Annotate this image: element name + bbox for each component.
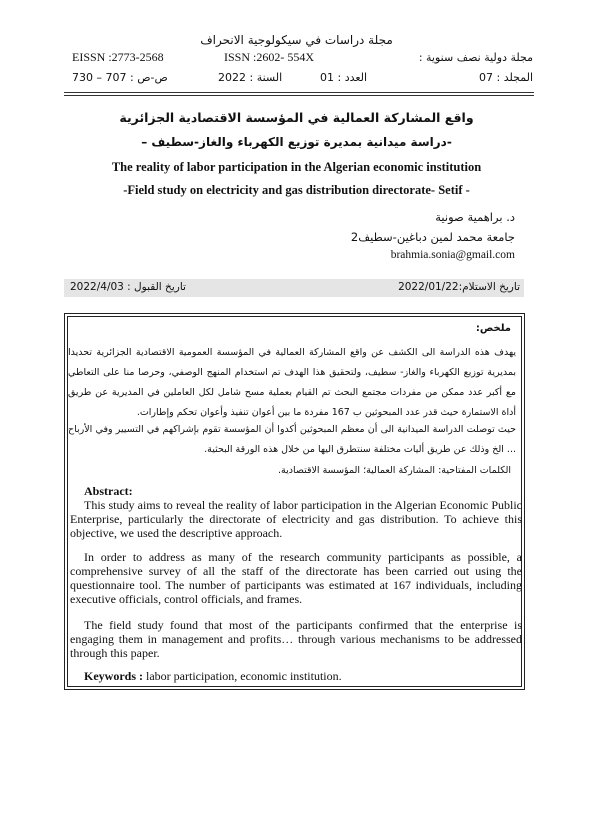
year: السنة : 2022 [218,71,283,84]
title-arabic: واقع المشاركة العمالية في المؤسسة الاقتصادية الجزائرية [119,110,474,125]
dates-bar [64,279,524,297]
title-english: The reality of labor participation in the Algerian economic institution [111,160,482,174]
abstract-arabic-paragraph-2: حيث توصلت الدراسة الميدانية الى أن معظم المبحوثين أكدوا أن المؤسسة تقوم بإشراكهم في التسيير وفي الأرباح ... الخ وذلك عن طريق أليات مختلفة سنتطرق اليها من خلال هذه الورقة البحثية. [68,424,516,455]
abstract-english-keywords [84,669,342,684]
eissn: EISSN :2773-2568 [72,50,164,64]
received-date: تاريخ الاستلام:2022/01/22 [398,281,520,293]
author-name: د. براهمية صونية [435,210,515,224]
author-affiliation: جامعة محمد لمين دباغين-سطيف2 [350,230,515,244]
subtitle-arabic: -دراسة ميدانية بمديرة توزيع الكهرباء والغاز-سطيف – [141,135,452,149]
abstract-english-paragraph-2: In order to address as many of the research community participants as possible, a comprehensive survey of all the staff of the directorate has been carried out using the questionnaire tool. The number of participants was estimated at 167 individuals, including executive officials, control officials, and frames. [70,550,522,606]
volume: المجلد : 07 [479,71,533,84]
keywords-label: Keywords : [84,669,143,683]
issue: العدد : 01 [320,71,368,84]
subtitle-english: -Field study on electricity and gas distribution directorate- Setif - [123,183,470,197]
abstract-arabic-paragraph-1: يهدف هذه الدراسة الى الكشف عن واقع المشاركة العمالية في المؤسسة العمومية الاقتصادية الجزائرية تحديدا بمديرية توزيع الكهرباء والغاز- سطيف، ولتحقيق هذا الهدف تم استخدام المنهج الوصفي، وحرصا منا على التعاطي مع أكبر عدد ممكن من مفردات مجتمع البحث تم القيام بعملية مسح شامل لكل العاملين في المديرية عن طريق أداة الاستمارة حيث قدر عدد المبحوثين ب 167 مفردة ما بين أعوان تنفيذ وأعوان تحكم وإطارات. [68,347,516,418]
journal-name: مجلة دراسات في سيكولوجية الانحراف [200,33,393,47]
abstract-english-paragraph-3: The field study found that most of the participants confirmed that the enterprise is engaging them in management and profits… through various mechanisms to be addressed through this paper. [70,618,522,660]
abstract-arabic-keywords: الكلمات المفتاحية: المشاركة العمالية؛ المؤسسة الاقتصادية. [277,465,511,476]
abstract-arabic-label: ملخص: [475,323,511,334]
header-rule-2 [64,95,534,96]
author-email[interactable]: brahmia.sonia@gmail.com [390,249,515,261]
issn: ISSN :2602- 554X [224,50,315,64]
journal-type: مجلة دولية نصف سنوية : [418,51,533,64]
abstract-english-label: Abstract: [84,484,133,498]
accepted-date: تاريخ القبول : 2022/4/03 [70,281,186,293]
pages: ص-ص : 707 – 730 [72,71,168,84]
header-rule [64,92,534,93]
abstract-english-paragraph-1: This study aims to reveal the reality of labor participation in the Algerian Economic Public Enterprise, particularly the directorate of electricity and gas distribution. To achieve this objective, we used the descriptive approach. [70,498,522,540]
keywords-text: labor participation, economic institution. [146,669,342,683]
